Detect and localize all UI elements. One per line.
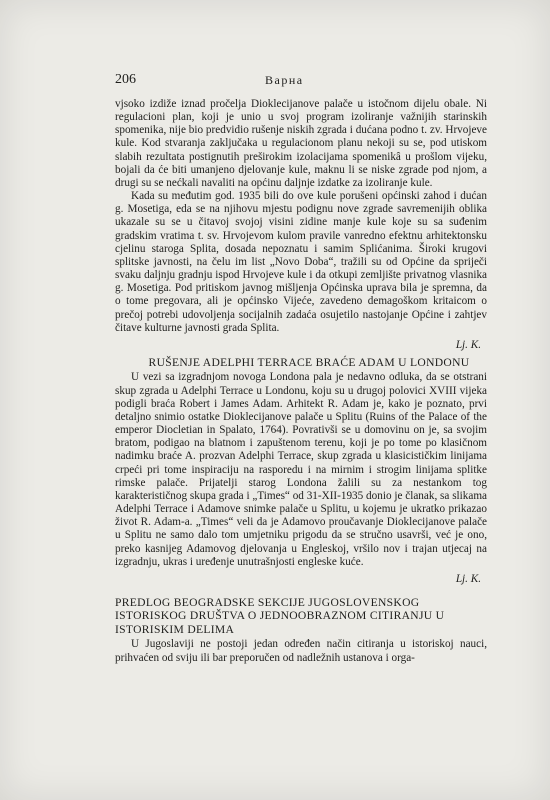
page-body [115,98,487,665]
paragraph: vjsoko izdiže iznad pročelja Dioklecijanove palače u istočnom dijelu obale. Ni regulacioni plan, koji je unio u svoj program izoliranje važnijih starinskih spomenika, nije bio predvidio rušenje niskih zgrada i dućana podno t. zv. Hrvojeve kule. Kod stvaranja zaključaka u regulacionom planu nekoji su se, pod utiskom slabih rezultata postignutih preširokim izolacijama spomenikâ u prošlom vijeku, bojali da će biti umanjeno djelovanje kule, maknu li se niske zgrade pod njom, a drugi su se nećkali navaliti na općinu daljnje izdatke za izoliranje kule. [115,98,487,189]
running-head: Варна [265,73,304,87]
paragraph: U Jugoslaviji ne postoji jedan određen način citiranja u istoriskoj nauci, prihvaćen od sviju ili bar preporučen od nadležnih ustanova i orga- [115,638,487,664]
paragraph: U vezi sa izgradnjom novoga Londona pala je nedavno odluka, da se otstrani skup zgrada u Adelphi Terrace u Londonu, koju su u drugoj polovici XVIII vijeka podigli braća Robert i James Adam. Arhitekt R. Adam je, kako je poznato, prvi detaljno snimio ostatke Dioklecijanove palače u Splitu (Ruins of the Palace of the emperor Diocletian in Spalato, 1764). Povrativši se u domovinu on je, sa svojim bratom, podigao na blatnom i zapuštenom terenu, koji je po tome po klasičnom nadimku braće A. prozvan Adelphi Terrace, skup zgrada u klasicističkim linijama crpeći pri tome inspiraciju na rasporedu i na mirnim i strogim linijama splitke rimske palače. Prijatelji starog Londona žalili su za nestankom tog karakterističnog skupa grada i „Times“ od 31-XII-1935 donio je članak, sa slikama Adelphi Terrace i Adamove snimke palače u Splitu, u kojemu je ukratko prikazao život R. Adam-a. „Times“ veli da je Adamovo proučavanje Dioklecijanove palače u Splitu ne samo dalo tom umjetniku prigodu da se stručno usavrši, već je ono, preko kasnijeg Adamovog djelovanja u Engleskoj, vršilo nov i trajan utjecaj na izgradnju, ukras i uređenje unutrašnjosti engleske kuće. [115,371,487,568]
section-title: RUŠENJE ADELPHI TERRACE BRAĆE ADAM U LONDONU [148,355,470,369]
paragraph: Kada su međutim god. 1935 bili do ove kule porušeni općinski zahod i dućan g. Mosetiga, eda se na njihovu mjestu podignu nove zgrade savremenijih oblika ukazale su se u čitavoj svojoj visini zidine manje kule koje su sa suđenim gradskim vratima t. sv. Hrvojevom kulom pravile vanredno efektnu arhitektonsku cjelinu staroga Splita, dosada nepoznatu i samim Splićanima. Široki krugovi splitske javnosti, na čelu im list „Novo Doba“, tražili su od Općine da spriječi svaku daljnju gradnju ispod Hrvojeve kule i da otkupi zemljište privatnog vlasnika g. Mosetiga. Pod pritiskom javnog mišljenja Općinska uprava bila je spremna, da o tome pregovara, ali je općinsko Vijeće, zavedeno demagoškom kritaicom o prečoj potrebi udovoljenja socijalnih zadaća osujetilo nastojanje Općine i zahtjev čitave kulturne javnosti grada Splita. [115,190,487,334]
signature: Lj. K. [455,338,481,351]
signature: Lj. K. [455,572,481,585]
page-header [115,72,485,90]
page-number: 206 [115,72,136,87]
section-title: PREDLOG BEOGRADSKE SEKCIJE JUGOSLOVENSKOG ISTORISKOG DRUŠTVA O JEDNOOBRAZNOM CITIRANJU U ISTORISKIM DELIMA [115,595,445,636]
